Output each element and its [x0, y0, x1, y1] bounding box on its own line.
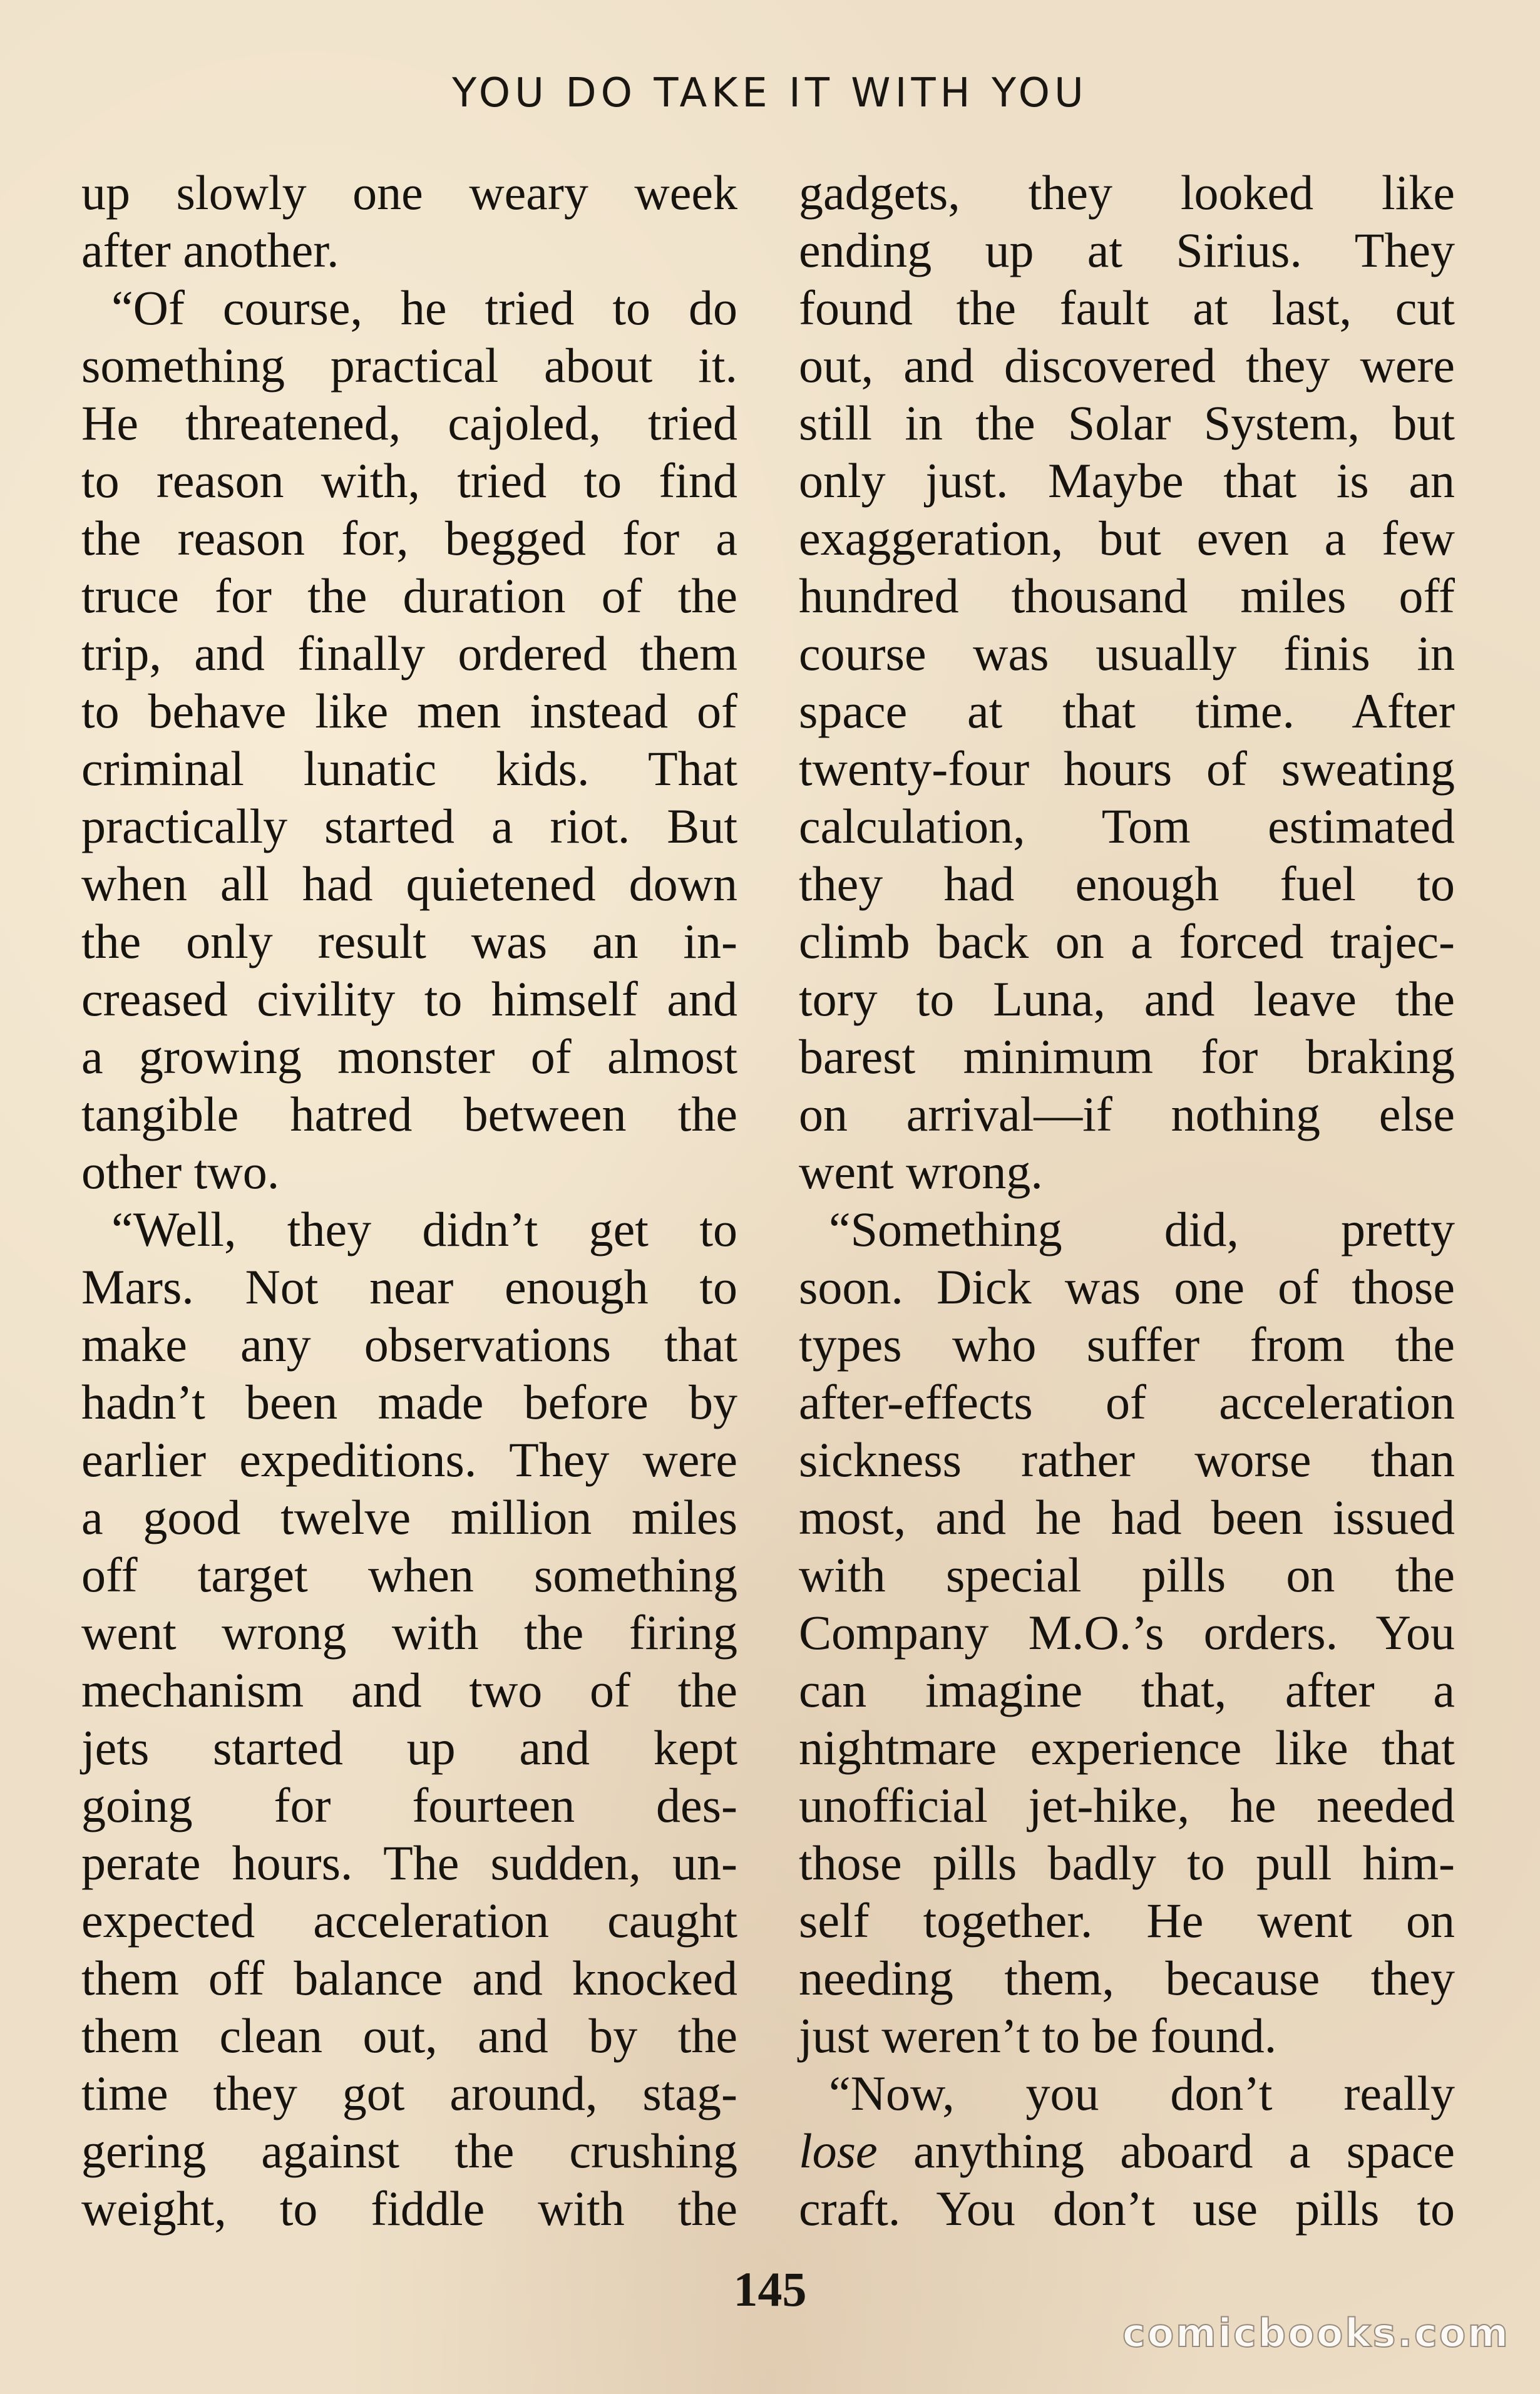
text-line: just weren’t to be found.	[799, 2008, 1277, 2063]
text-line: practically started a riot. But	[81, 799, 737, 853]
text-line: creased civility to himself and	[81, 972, 737, 1026]
text-line: “Of course, he tried to do	[111, 280, 737, 335]
text-line: perate hours. The sudden, un-	[81, 1836, 737, 1890]
text-line: going for fourteen des-	[81, 1778, 737, 1832]
text-line: trip, and finally ordered them	[81, 626, 737, 681]
text-line: off target when something	[81, 1548, 737, 1602]
text-line: earlier expeditions. They were	[81, 1432, 737, 1487]
text-line: when all had quietened down	[81, 856, 737, 911]
text-line: most, and he had been issued	[799, 1490, 1455, 1544]
text-line: a growing monster of almost	[81, 1029, 737, 1084]
text-line: calculation, Tom estimated	[799, 799, 1455, 853]
text-line: can imagine that, after a	[799, 1663, 1455, 1717]
text-line: ending up at Sirius. They	[799, 223, 1455, 277]
text-line: the reason for, begged for a	[81, 511, 737, 565]
text-line: “Something did, pretty	[829, 1202, 1455, 1256]
text-line: up slowly one weary week	[81, 165, 737, 220]
text-line: “Well, they didn’t get to	[111, 1202, 737, 1256]
text-line: on arrival—if nothing else	[799, 1087, 1455, 1141]
text-line: He threatened, cajoled, tried	[81, 396, 737, 450]
text-line: hundred thousand miles off	[799, 568, 1455, 623]
text-line: sickness rather worse than	[799, 1432, 1455, 1487]
text-line: soon. Dick was one of those	[799, 1260, 1455, 1314]
text-line: with special pills on the	[799, 1548, 1455, 1602]
text-line: exaggeration, but even a few	[799, 511, 1455, 565]
text-line: criminal lunatic kids. That	[81, 741, 737, 796]
text-line: something practical about it.	[81, 338, 737, 393]
text-line: to reason with, tried to find	[81, 453, 737, 508]
text-line: “Now, you don’t really	[829, 2066, 1455, 2120]
text-line: self together. He went on	[799, 1893, 1455, 1948]
text-line: still in the Solar System, but	[799, 396, 1455, 450]
text-line: mechanism and two of the	[81, 1663, 737, 1717]
text-line: craft. You don’t use pills to	[799, 2181, 1455, 2236]
text-line: to behave like men instead of	[81, 684, 737, 738]
text-line: jets started up and kept	[81, 1720, 737, 1775]
text-line: after another.	[81, 223, 339, 277]
text-line: course was usually finis in	[799, 626, 1455, 681]
text-line: Mars. Not near enough to	[81, 1260, 737, 1314]
text-line: unofficial jet-hike, he needed	[799, 1778, 1455, 1832]
text-line: truce for the duration of the	[81, 568, 737, 623]
text-line: only just. Maybe that is an	[799, 453, 1455, 508]
text-line: after-effects of acceleration	[799, 1375, 1455, 1429]
text-line: gadgets, they looked like	[799, 165, 1455, 220]
text-line: barest minimum for braking	[799, 1029, 1455, 1084]
text-line: tory to Luna, and leave the	[799, 972, 1455, 1026]
text-line: hadn’t been made before by	[81, 1375, 737, 1429]
text-line: a good twelve million miles	[81, 1490, 737, 1544]
text-line: the only result was an in-	[81, 914, 737, 968]
text-line: went wrong with the firing	[81, 1605, 737, 1660]
page-number: 145	[733, 2262, 807, 2316]
text-line: time they got around, stag-	[81, 2066, 737, 2120]
text-line: tangible hatred between the	[81, 1087, 737, 1141]
text-line: went wrong.	[799, 1144, 1043, 1199]
text-line: twenty-four hours of sweating	[799, 741, 1455, 796]
left-column	[81, 164, 737, 2237]
text-line: make any observations that	[81, 1317, 737, 1372]
text-line: lose anything aboard a space	[799, 2124, 1455, 2178]
text-line: Company M.O.’s orders. You	[799, 1605, 1455, 1660]
right-column	[799, 164, 1455, 2237]
running-head: YOU DO TAKE IT WITH YOU	[452, 70, 1088, 116]
text-line: found the fault at last, cut	[799, 280, 1455, 335]
text-line: other two.	[81, 1144, 280, 1199]
text-line: them clean out, and by the	[81, 2008, 737, 2063]
text-line: types who suffer from the	[799, 1317, 1455, 1372]
text-line: gering against the crushing	[81, 2124, 737, 2178]
text-line: needing them, because they	[799, 1951, 1455, 2005]
text-line: nightmare experience like that	[799, 1720, 1455, 1775]
text-line: they had enough fuel to	[799, 856, 1455, 911]
text-line: weight, to fiddle with the	[81, 2181, 737, 2236]
text-line: space at that time. After	[799, 684, 1455, 738]
text-line: them off balance and knocked	[81, 1951, 737, 2005]
text-line: out, and discovered they were	[799, 338, 1455, 393]
text-line: those pills badly to pull him-	[799, 1836, 1455, 1890]
text-line: climb back on a forced trajec-	[799, 914, 1455, 968]
watermark: comicbooks.com	[1122, 2310, 1510, 2356]
text-line: expected acceleration caught	[81, 1893, 737, 1948]
